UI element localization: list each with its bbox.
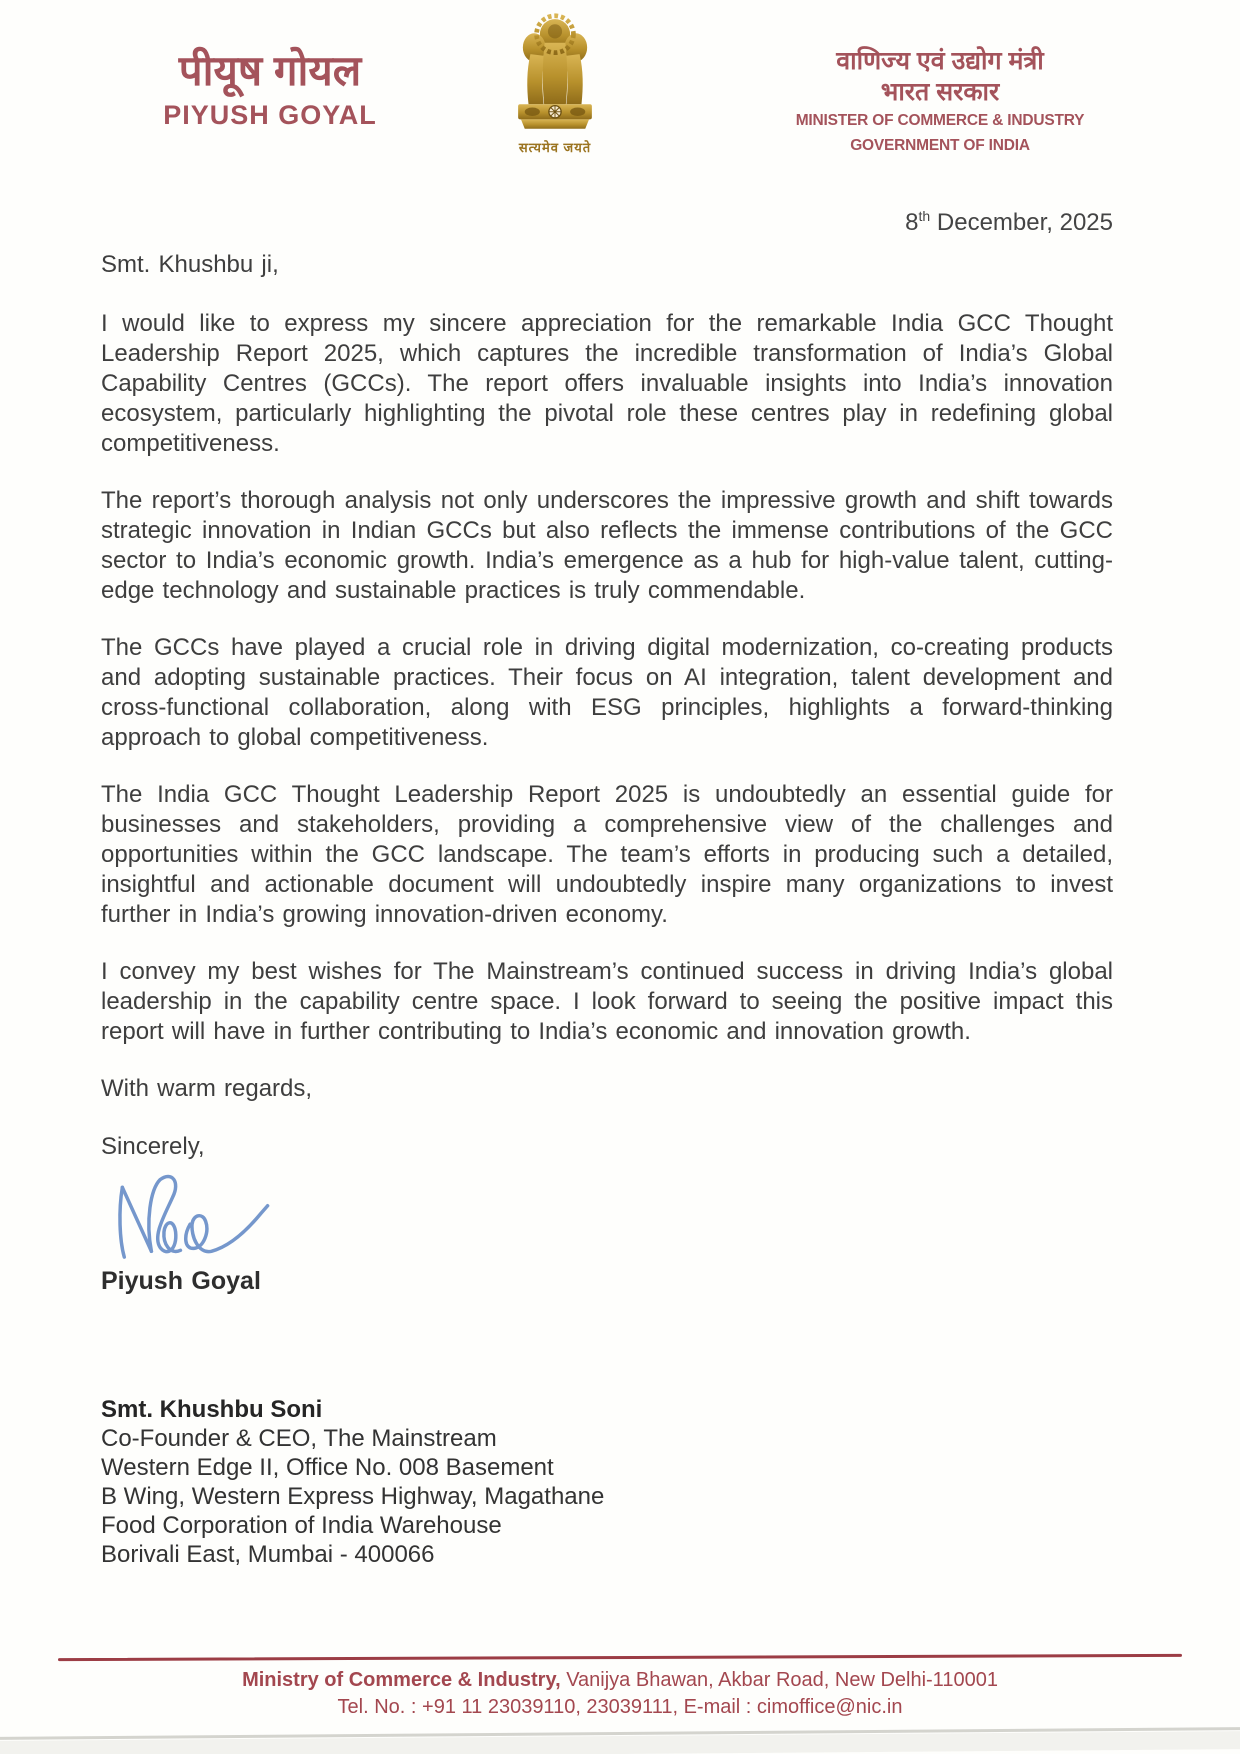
sender-name-english: PIYUSH GOYAL — [163, 100, 377, 130]
footer-address: Vanijya Bhawan, Akbar Road, New Delhi-110001 — [560, 1669, 998, 1691]
national-emblem-icon — [495, 10, 615, 156]
date-month-year: December, 2025 — [930, 209, 1113, 236]
signature-scribble — [109, 1168, 279, 1260]
recipient-line: Food Corporation of India Warehouse — [101, 1512, 502, 1539]
date-ordinal-suffix: th — [918, 208, 931, 224]
recipient-name: Smt. Khushbu Soni — [101, 1396, 323, 1423]
recipient-line: Western Edge II, Office No. 008 Basement — [101, 1454, 554, 1481]
lion-capital-icon — [503, 10, 607, 136]
body-paragraph-1: I would like to express my sincere appreciation for the remarkable India GCC Thought Leadership Report 2025, which captures the incredible transformation of India’s Global Capability Centres (GCCs). The report offers invaluable insights into India’s innovation ecosystem, particularly highlighting the pivotal role these centres play in redefining global competitiveness. — [101, 310, 1113, 457]
letter-body — [101, 250, 1113, 1323]
signature-image — [109, 1168, 1113, 1260]
body-paragraph-2: The report’s thorough analysis not only underscores the impressive growth and shift towards strategic innovation in Indian GCCs but also reflects the immense contributions of the GCC sector to India’s economic growth. India’s emergence as a hub for high-value talent, cutting-edge technology and sustainable practices is truly commendable. — [101, 487, 1113, 604]
recipient-line: Borivali East, Mumbai - 400066 — [101, 1541, 435, 1568]
office-title-english: MINISTER OF COMMERCE & INDUSTRY — [795, 112, 1085, 129]
footer-contact-line: Tel. No. : +91 11 23039110, 23039111, E-mail : cimoffice@nic.in — [337, 1696, 903, 1718]
office-block — [760, 46, 1120, 158]
date-line — [905, 208, 1113, 237]
sender-name-hindi: पीयूष गोयल — [178, 47, 362, 94]
footer-address-line — [0, 1667, 1240, 1694]
footer-divider — [58, 1654, 1182, 1661]
emblem-motto: सत्यमेव जयते — [518, 140, 592, 155]
body-paragraph-3: The GCCs have played a crucial role in driving digital modernization, co-creating products and adopting sustainable practices. Their focus on AI integration, talent development and cross-functional collaboration, along with ESG principles, highlights a forward-thinking approach to global competitiveness. — [101, 634, 1113, 751]
recipient-line: B Wing, Western Express Highway, Magathane — [101, 1483, 605, 1510]
body-paragraph-4: The India GCC Thought Leadership Report 2025 is undoubtedly an essential guide for businesses and stakeholders, providing a comprehensive view of the challenges and opportunities within the GCC landscape. The team’s efforts in producing such a detailed, insightful and actionable document will undoubtedly inspire many organizations to invest further in India’s growing innovation-driven economy. — [101, 781, 1113, 928]
footer-ministry-name: Ministry of Commerce & Industry, — [242, 1669, 561, 1691]
date-day: 8 — [905, 209, 919, 236]
signatory-name: Piyush Goyal — [101, 1267, 261, 1295]
closing-sincerely: Sincerely, — [101, 1133, 205, 1160]
footer — [0, 1656, 1240, 1721]
salutation: Smt. Khushbu ji, — [101, 251, 279, 278]
body-paragraph-5: I convey my best wishes for The Mainstream’s continued success in driving India’s global leadership in the capability centre space. I look forward to seeing the positive impact this report will have in further contributing to India’s economic and innovation growth. — [101, 958, 1113, 1045]
sender-block — [105, 48, 435, 131]
government-hindi: भारत सरकार — [880, 78, 1000, 106]
recipient-line: Co-Founder & CEO, The Mainstream — [101, 1425, 497, 1452]
office-title-hindi: वाणिज्य एवं उद्योग मंत्री — [836, 47, 1044, 75]
closing-regards: With warm regards, — [101, 1075, 313, 1102]
government-english: GOVERNMENT OF INDIA — [850, 137, 1030, 154]
recipient-block — [101, 1395, 604, 1569]
